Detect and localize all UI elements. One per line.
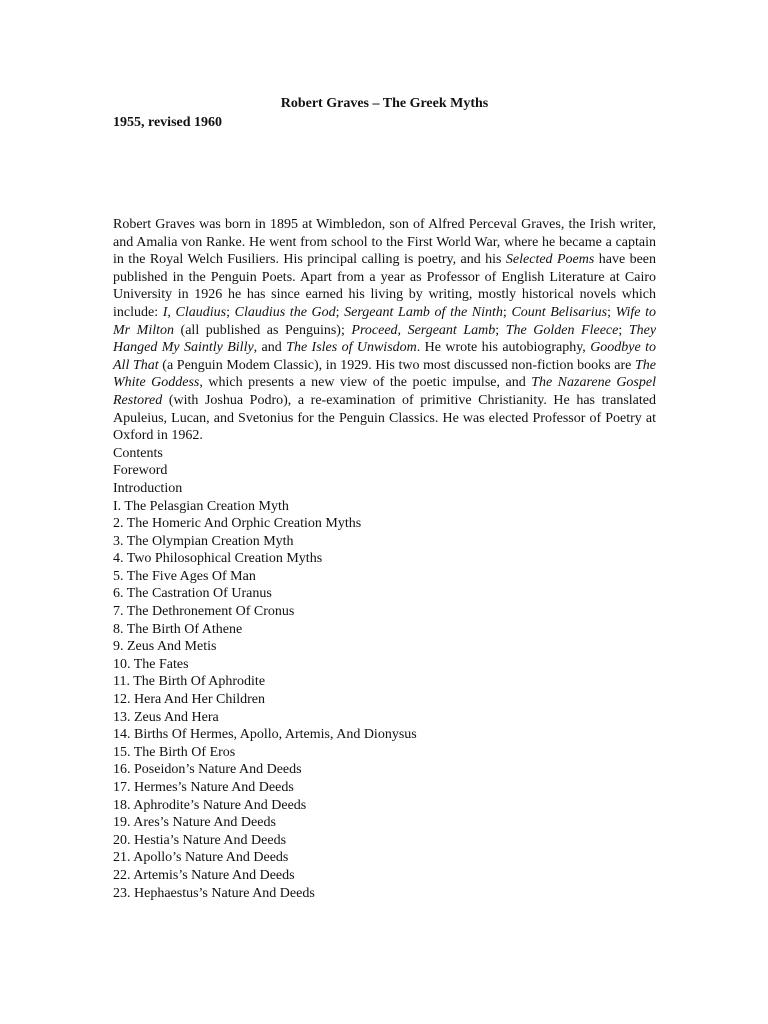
toc-entry: 11. The Birth Of Aphrodite <box>113 674 266 690</box>
toc-entry: 3. The Olympian Creation Myth <box>113 533 294 549</box>
toc-entry: 21. Apollo’s Nature And Deeds <box>113 850 289 866</box>
bio-book-title: The White Goddess <box>113 357 656 391</box>
toc-entry: I. The Pelasgian Creation Myth <box>113 498 289 514</box>
bio-book-title: The Nazarene Gospel Restored <box>113 375 656 408</box>
toc-entry: 10. The Fates <box>113 656 189 672</box>
bio-text: ; <box>335 304 345 320</box>
bio-book-title: Count Belisarius <box>511 304 608 320</box>
bio-book-title: Selected Poems <box>505 252 595 268</box>
toc-entry: 20. Hestia’s Nature And Deeds <box>113 832 287 848</box>
bio-book-title: Goodbye to All That <box>113 340 656 373</box>
toc-entry: Introduction <box>113 480 183 496</box>
toc-entry: 2. The Homeric And Orphic Creation Myths <box>113 516 362 532</box>
toc-entry: 22. Artemis’s Nature And Deeds <box>113 867 295 883</box>
bio-text: , and <box>253 340 287 356</box>
bio-text: , which presents a new view of the poetic impulse, and <box>199 375 532 391</box>
toc-entry: 15. The Birth Of Eros <box>113 744 236 760</box>
bio-text: (all published as Penguins); <box>174 322 352 338</box>
bio-text: ; <box>618 322 629 338</box>
toc-entry: 13. Zeus And Hera <box>113 709 219 725</box>
bio-text: Robert Graves was born in 1895 at Wimbledon, son of Alfred Perceval Graves, the Irish writer, and Amalia von Ranke. He went from school to the First World War, where he became a captain in the Royal Welch Fusiliers. His principal calling is poetry, and his <box>113 217 656 268</box>
bio-book-title: Sergeant Lamb of the Ninth <box>344 304 503 320</box>
bio-text: ; <box>502 304 512 320</box>
table-of-contents <box>113 445 656 902</box>
document-subtitle: 1955, revised 1960 <box>113 115 223 130</box>
toc-entry: 14. Births Of Hermes, Apollo, Artemis, And Dionysus <box>113 727 417 743</box>
bio-text: ; <box>495 322 506 338</box>
bio-text: (with Joshua Podro), a re-examination of primitive Christianity. He has translated Apuleius, Lucan, and Svetonius for the Penguin Classics. He was elected Professor of Poetry at Oxford in 1962. <box>113 392 656 444</box>
toc-entry: 6. The Castration Of Uranus <box>113 586 272 602</box>
author-bio-paragraph <box>113 216 656 445</box>
toc-entry: 8. The Birth Of Athene <box>113 621 243 637</box>
toc-entry: 19. Ares’s Nature And Deeds <box>113 815 276 831</box>
bio-book-title: Wife to Mr Milton <box>113 304 656 338</box>
bio-text: have been published in the Penguin Poets. Apart from a year as Professor of English Literature at Cairo University in 1926 he has since earned his living by writing, mostly historical novels which include: <box>113 252 657 320</box>
bio-book-title: The Golden Fleece <box>505 322 619 338</box>
bio-book-title: They Hanged My Saintly Billy <box>113 322 657 356</box>
toc-entry: Foreword <box>113 463 168 479</box>
bio-text: (a Penguin Modem Classic), in 1929. His two most discussed non-fiction books are <box>158 357 635 373</box>
toc-entry: 12. Hera And Her Children <box>113 692 266 708</box>
bio-book-title: I, Claudius <box>162 304 227 320</box>
toc-entry: 5. The Five Ages Of Man <box>113 568 256 584</box>
bio-book-title: The Isles of Unwisdom <box>286 340 417 356</box>
bio-text: . He wrote his autobiography, <box>416 340 591 356</box>
toc-entry: 9. Zeus And Metis <box>113 639 217 655</box>
toc-entry: 17. Hermes’s Nature And Deeds <box>113 780 294 795</box>
toc-entry: 16. Poseidon’s Nature And Deeds <box>113 762 302 778</box>
bio-text: ; <box>226 304 235 320</box>
toc-heading: Contents <box>113 445 163 461</box>
document-title: Robert Graves – The Greek Myths <box>280 96 489 111</box>
toc-entry: 18. Aphrodite’s Nature And Deeds <box>113 797 307 813</box>
toc-entry: 4. Two Philosophical Creation Myths <box>113 551 323 567</box>
bio-book-title: Proceed, Sergeant Lamb <box>351 322 496 338</box>
toc-entry: 7. The Dethronement Of Cronus <box>113 604 295 620</box>
bio-text: ; <box>607 304 616 320</box>
toc-entry: 23. Hephaestus’s Nature And Deeds <box>113 885 315 901</box>
bio-book-title: Claudius the God <box>234 304 336 320</box>
document-page <box>113 95 656 902</box>
